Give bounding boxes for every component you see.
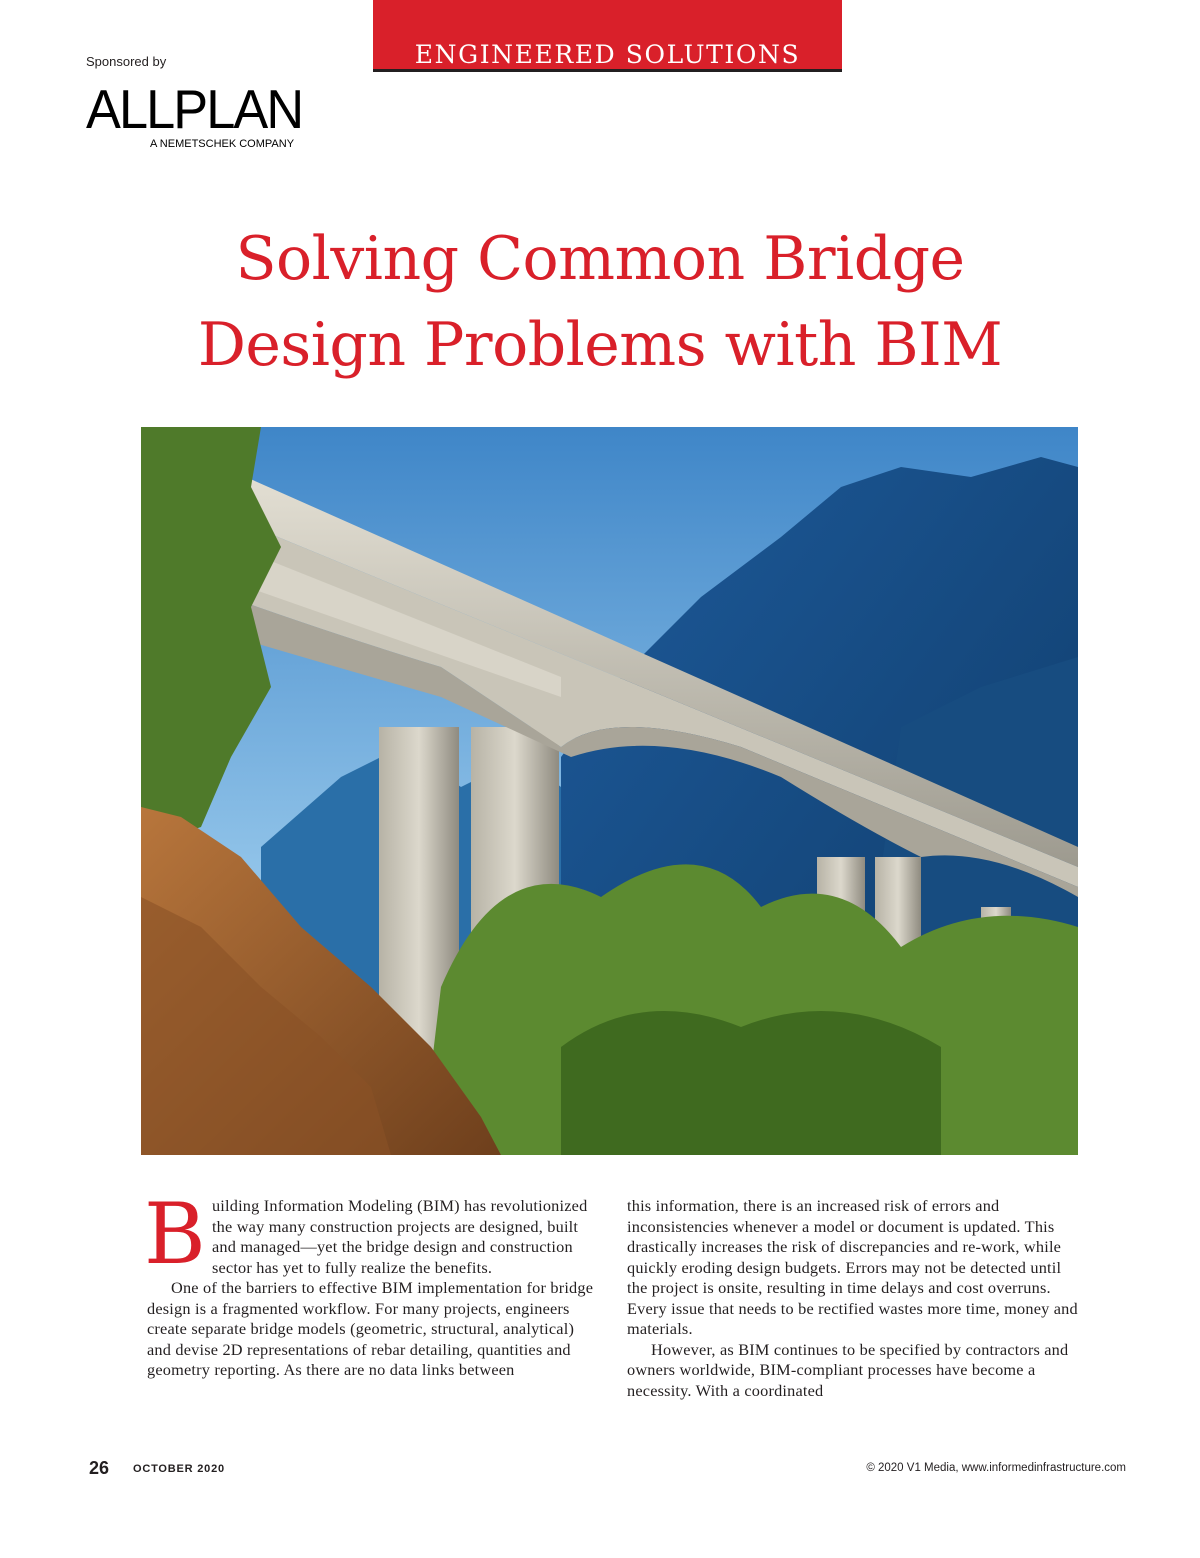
section-banner-label: ENGINEERED SOLUTIONS bbox=[414, 40, 801, 69]
sponsor-label: Sponsored by bbox=[86, 54, 167, 69]
copyright-notice: © 2020 V1 Media, www.informedinfrastructure.com bbox=[866, 1462, 1126, 1474]
intro-text: uilding Information Modeling (BIM) has revolutionized the way many construction projects are designed, built and managed—yet the bridge design and construction sector has yet to fully realize the benefits. bbox=[211, 1196, 588, 1277]
title-line-1: Solving Common Bridge bbox=[235, 224, 965, 294]
body-paragraph: One of the barriers to effective BIM implementation for bridge design is a fragmented workflow. For many projects, engineers create separate bridge models (geometric, structural, analytical) and devise 2D representations of rebar detailing, quantities and geometry reporting. As there are no data links between bbox=[147, 1278, 594, 1379]
page-number: 26 bbox=[89, 1458, 110, 1478]
section-banner bbox=[373, 0, 842, 72]
title-line-2: Design Problems with BIM bbox=[197, 310, 1003, 380]
article-column-right bbox=[627, 1196, 1079, 1401]
article-column-left bbox=[144, 1185, 597, 1381]
sponsor-logo: ALLPLAN bbox=[86, 78, 303, 140]
body-paragraph: However, as BIM continues to be specified by contractors and owners worldwide, BIM-compliant processes have become a necessity. With a coordinated bbox=[627, 1339, 1069, 1400]
body-paragraph: this information, there is an increased risk of errors and inconsistencies whenever a model or document is updated. This drastically increases the risk of discrepancies and re-work, while quickly eroding design budgets. Errors may not be detected until the project is onsite, resulting in time delays and cost overruns. Every issue that needs to be rectified wastes more time, money and materials. bbox=[627, 1196, 1078, 1338]
sponsor-tagline: A NEMETSCHEK COMPANY bbox=[150, 138, 295, 150]
drop-cap: B bbox=[144, 1185, 206, 1283]
intro-paragraph bbox=[144, 1185, 597, 1283]
page-title bbox=[60, 216, 1140, 388]
issue-date: OCTOBER 2020 bbox=[133, 1463, 225, 1475]
bridge-photo bbox=[141, 427, 1078, 1155]
banner-underline bbox=[373, 69, 842, 72]
